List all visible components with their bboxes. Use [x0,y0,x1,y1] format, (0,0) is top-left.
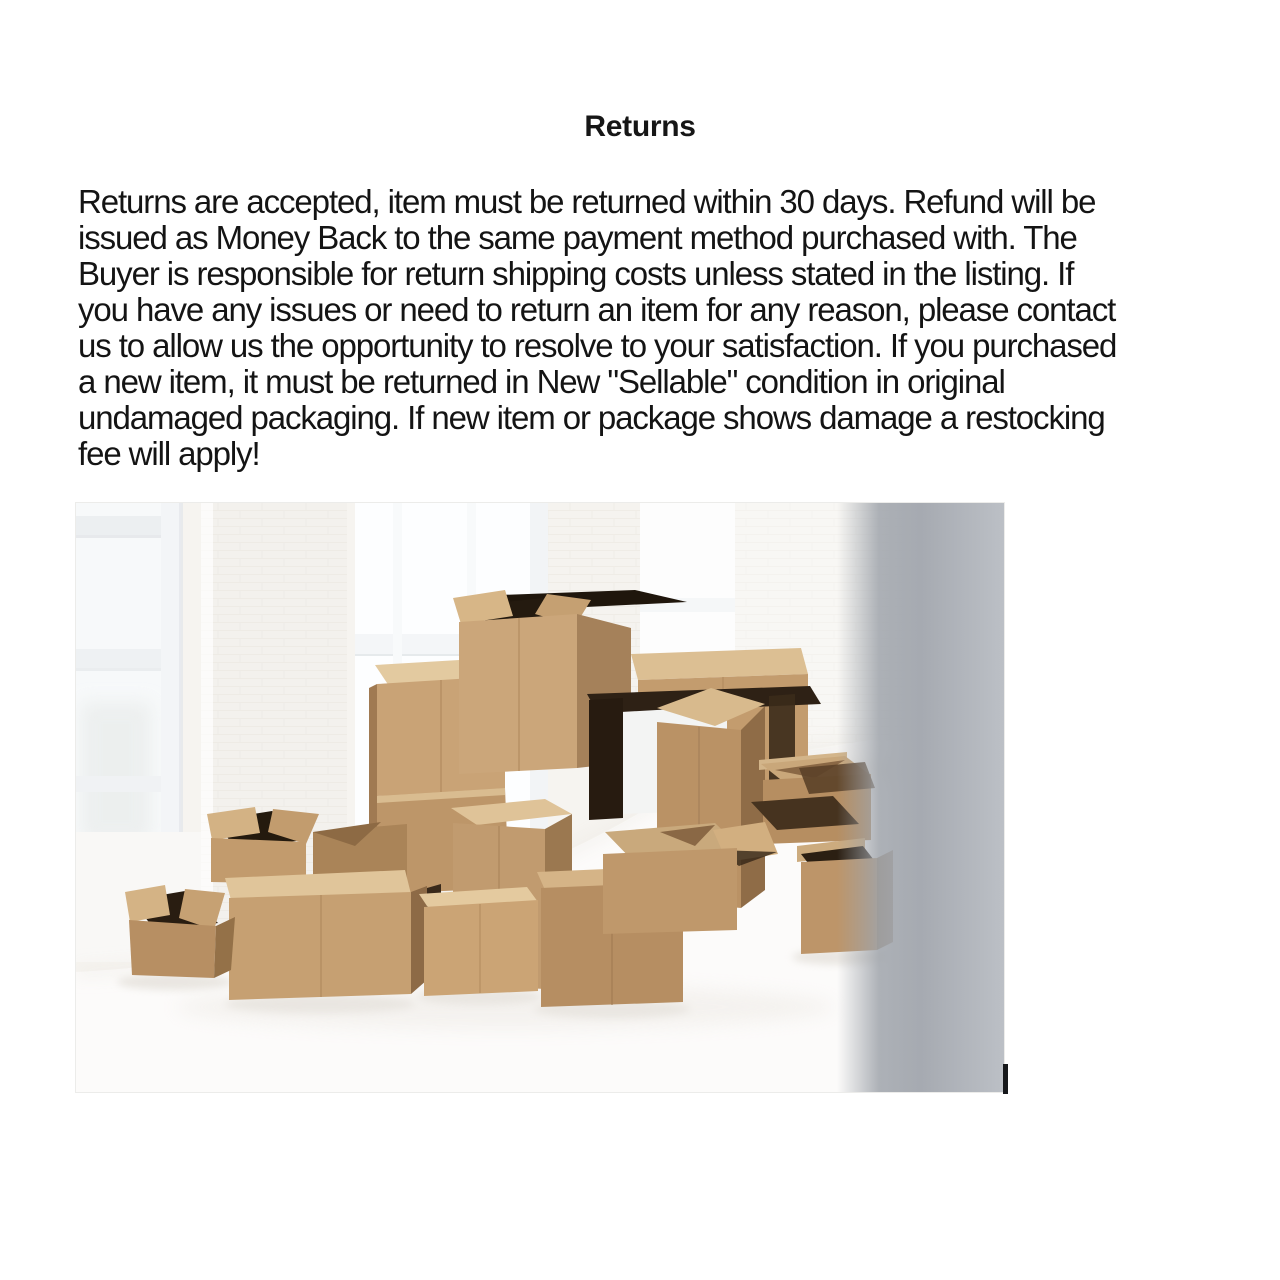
boxes-photo [75,502,1005,1093]
cardboard-box [225,870,427,1000]
paragraph-line: fee will apply! [78,435,260,472]
gray-blur-overlay [837,502,1005,1093]
paragraph-line: you have any issues or need to return an item for any reason, please contact [78,291,1116,328]
boxes-photo-svg [75,502,1005,1093]
cardboard-box [419,887,538,996]
paragraph-line: us to allow us the opportunity to resolve to your satisfaction. If you purchased [78,327,1117,364]
paragraph-line: undamaged packaging. If new item or package shows damage a restocking [78,399,1105,436]
text-cursor-mark [1003,1064,1008,1094]
returns-paragraph [78,184,1208,472]
cardboard-box [207,807,319,884]
page-title: Returns [584,110,696,143]
paragraph-line: Returns are accepted, item must be returned within 30 days. Refund will be [78,183,1096,220]
paragraph-line: a new item, it must be returned in New "Sellable" condition in original [78,363,1005,400]
paragraph-line: Buyer is responsible for return shipping costs unless stated in the listing. If [78,255,1074,292]
paragraph-line: issued as Money Back to the same payment method purchased with. The [78,219,1077,256]
cardboard-box [125,885,235,978]
